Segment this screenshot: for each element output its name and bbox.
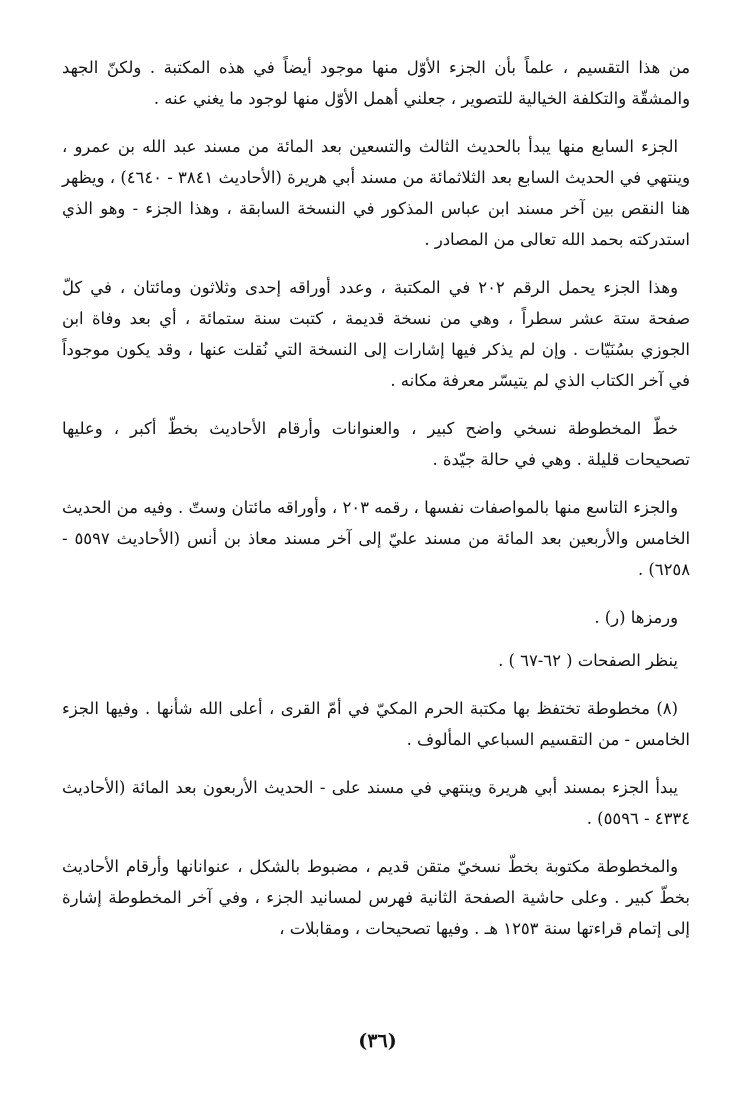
page-number: (٣٦) [358, 1030, 397, 1052]
paragraph-1: من هذا التقسيم ، علماً بأن الجزء الأوّل منها موجود أيضاً في هذه المكتبة . ولكنّ الجهد والمشقّة والتكلفة الخيالية للتصوير ، جعلني أهمل الأوّل منها لوجود ما يغني عنه . [62, 58, 690, 108]
paragraph-6: ورمزها (ر) . [594, 608, 678, 627]
paragraph-9: يبدأ الجزء بمسند أبي هريرة وينتهي في مسند على - الحديث الأربعون بعد المائة (الأحاديث ٤٣٣٤ - ٥٥٩٦) . [62, 778, 690, 828]
paragraph-7: ينظر الصفحات ( ٦٢-٦٧ ) . [498, 651, 678, 670]
paragraph-10: والمخطوطة مكتوبة بخطّ نسخيّ متقن قديم ، مضبوط بالشكل ، عنوانانها وأرقام الأحاديث بخطّ كبير . وعلى حاشية الصفحة الثانية فهرس لمسانيد الجزء ، وفي آخر المخطوطة إشارة إلى إتمام قراءتها سنة ١٢٥٣ هـ . وفيها تصحيحات ، ومقابلات ، [62, 857, 690, 938]
paragraph-2: الجزء السابع منها يبدأ بالحديث الثالث والتسعين بعد المائة من مسند عبد الله بن عمرو ، وينتهي في الحديث السابع بعد الثلاثمائة من مسند أبي هريرة (الأحاديث ٣٨٤١ - ٤٦٤٠) ، ويظهر هنا النقص بين آخر مسند ابن عباس المذكور في النسخة السابقة ، وهذا الجزء - وهو الذي استدركته بحمد الله تعالى من المصادر . [62, 137, 690, 249]
paragraph-3: وهذا الجزء يحمل الرقم ٢٠٢ في المكتبة ، وعدد أوراقه إحدى وثلاثون ومائتان ، في كلّ صفحة ستة عشر سطراً ، وهي من نسخة قديمة ، كتبت سنة ستمائة ، أي بعد وفاة ابن الجوزي بسُنَيّات . وإن لم يذكر فيها إشارات إلى النسخة التي نُقلت عنها ، وقد يكون موجوداً في آخر الكتاب الذي لم يتيسّر معرفة مكانه . [62, 278, 690, 390]
paragraph-4: خطّ المخطوطة نسخي واضح كبير ، والعنوانات وأرقام الأحاديث بخطّ أكبر ، وعليها تصحيحات قليلة . وهي في حالة جيّدة . [62, 419, 690, 469]
paragraph-8: (٨) مخطوطة تختفظ بها مكتبة الحرم المكيّ في أمّ القرى ، أعلى الله شأنها . وفيها الجزء الخامس - من التقسيم السباعي المألوف . [62, 699, 690, 749]
paragraph-5: والجزء التاسع منها بالمواصفات نفسها ، رقمه ٢٠٣ ، وأوراقه مائتان وستّ . وفيه من الحديث الخامس والأربعين بعد المائة من مسند عليّ إلى آخر مسند معاذ بن أنس (الأحاديث ٥٥٩٧ - ٦٢٥٨) . [62, 498, 691, 579]
document-page [62, 52, 690, 961]
